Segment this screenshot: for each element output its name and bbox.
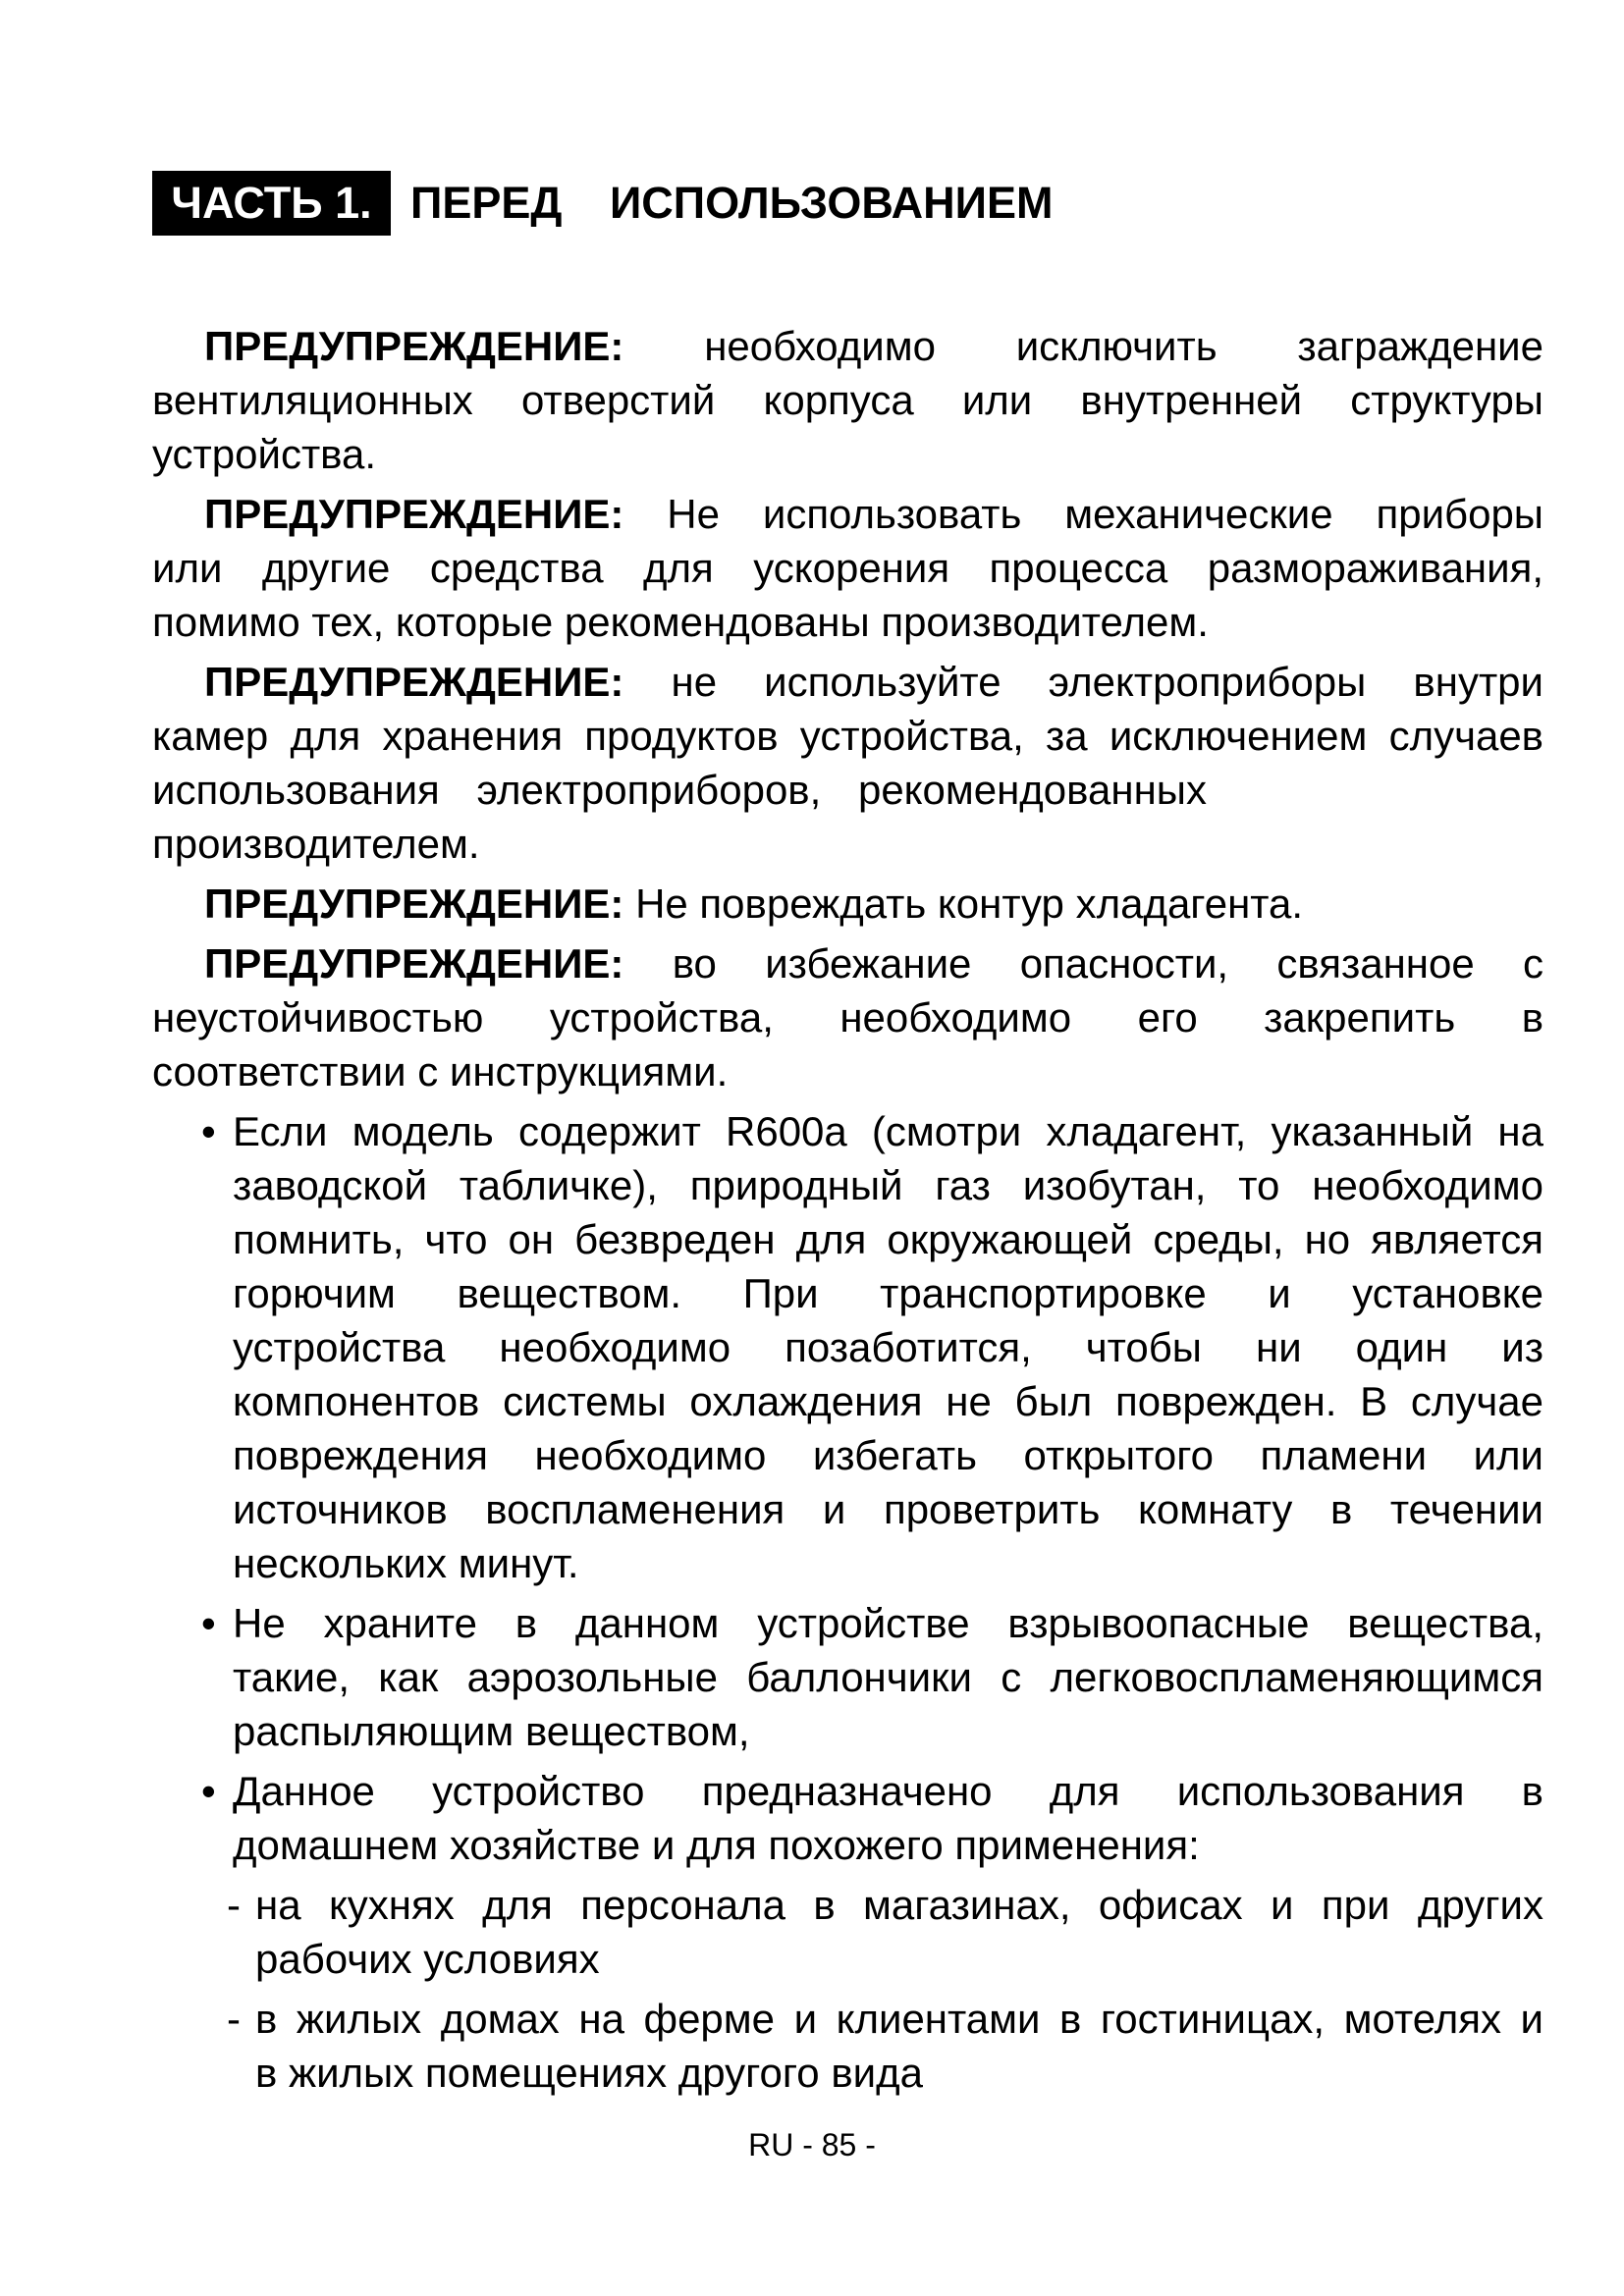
- dash-item: [152, 1878, 1543, 1986]
- warning-paragraph: [152, 936, 1543, 1098]
- warning-prefix: ПРЕДУПРЕЖДЕНИЕ:: [204, 659, 624, 705]
- text-line: горючим веществом. При транспортировке и установке: [233, 1270, 1543, 1316]
- dash-item: [152, 1992, 1543, 2100]
- text-line: ПРЕДУПРЕЖДЕНИЕ: во избежание опасности, связанное с: [204, 940, 1543, 987]
- text-line: нескольких минут.: [233, 1540, 579, 1586]
- warning-prefix: ПРЕДУПРЕЖДЕНИЕ:: [204, 323, 624, 369]
- text-line: помнить, что он безвреден для окружающей среды, но является: [233, 1216, 1543, 1262]
- text-line: устройства.: [152, 431, 377, 477]
- warning-prefix: ПРЕДУПРЕЖДЕНИЕ:: [204, 940, 624, 987]
- warning-paragraph: [152, 655, 1543, 871]
- text-line: использования электроприборов, рекомендованных: [152, 767, 1207, 813]
- bullet-item: [152, 1104, 1543, 1590]
- dash-marker: -: [227, 1882, 241, 1928]
- text-line: помимо тех, которые рекомендованы производителем.: [152, 599, 1209, 645]
- warning-prefix: ПРЕДУПРЕЖДЕНИЕ:: [204, 491, 624, 537]
- text-line: домашнем хозяйстве и для похожего применения:: [233, 1822, 1200, 1868]
- bullet-marker: •: [201, 1600, 216, 1646]
- text-line: ПРЕДУПРЕЖДЕНИЕ: не используйте электроприборы внутри: [204, 659, 1543, 705]
- bullet-marker: •: [201, 1108, 216, 1154]
- text-line: ПРЕДУПРЕЖДЕНИЕ: необходимо исключить заграждение: [204, 323, 1543, 369]
- part-number-box: [152, 171, 391, 236]
- text-line: заводской табличке), природный газ изобутан, то необходимо: [233, 1162, 1543, 1208]
- text-line: камер для хранения продуктов устройства, за исключением случаев: [152, 713, 1543, 759]
- text-line: Если модель содержит R600a (смотри хладагент, указанный на: [233, 1108, 1543, 1154]
- text-line: Данное устройство предназначено для использования в: [233, 1768, 1543, 1814]
- text-line: ПРЕДУПРЕЖДЕНИЕ: Не использовать механические приборы: [204, 491, 1543, 537]
- warning-prefix: ПРЕДУПРЕЖДЕНИЕ:: [204, 881, 624, 927]
- text-line: в жилых помещениях другого вида: [255, 2050, 923, 2096]
- warning-paragraph: [152, 319, 1543, 481]
- text-line: рабочих условиях: [255, 1936, 600, 1982]
- text-line: неустойчивостью устройства, необходимо его закрепить в: [152, 994, 1543, 1041]
- page-footer: [0, 2125, 1624, 2164]
- part-number-label: ЧАСТЬ 1.: [171, 178, 372, 228]
- text-line: на кухнях для персонала в магазинах, офисах и при других: [255, 1882, 1543, 1928]
- bullet-item: [152, 1596, 1543, 1758]
- text-line: источников воспламенения и проветрить комнату в течении: [233, 1486, 1543, 1532]
- bullet-item: [152, 1764, 1543, 1872]
- text-line: или другие средства для ускорения процесса размораживания,: [152, 545, 1543, 591]
- text-line: распыляющим веществом,: [233, 1708, 750, 1754]
- body-text: [152, 319, 1543, 2106]
- section-header: [152, 171, 1054, 236]
- text-line: повреждения необходимо избегать открытого пламени или: [233, 1432, 1543, 1478]
- text-line: ПРЕДУПРЕЖДЕНИЕ: Не повреждать контур хладагента.: [204, 881, 1304, 927]
- dash-marker: -: [227, 1996, 241, 2042]
- text-line: производителем.: [152, 821, 480, 867]
- text-line: Не храните в данном устройстве взрывоопасные вещества,: [233, 1600, 1543, 1646]
- warning-paragraph: [152, 487, 1543, 649]
- text-line: в жилых домах на ферме и клиентами в гостиницах, мотелях и: [255, 1996, 1543, 2042]
- bullet-marker: •: [201, 1768, 216, 1814]
- warning-paragraph: [152, 877, 1543, 931]
- text-line: такие, как аэрозольные баллончики с легковоспламеняющимся: [233, 1654, 1543, 1700]
- page-title: ПЕРЕД ИСПОЛЬЗОВАНИЕМ: [410, 178, 1054, 228]
- text-line: компонентов системы охлаждения не был поврежден. В случае: [233, 1378, 1543, 1424]
- text-line: вентиляционных отверстий корпуса или внутренней структуры: [152, 377, 1543, 423]
- page-number: RU - 85 -: [748, 2127, 876, 2163]
- text-line: устройства необходимо позаботится, чтобы ни один из: [233, 1324, 1543, 1370]
- text-line: соответствии с инструкциями.: [152, 1048, 729, 1095]
